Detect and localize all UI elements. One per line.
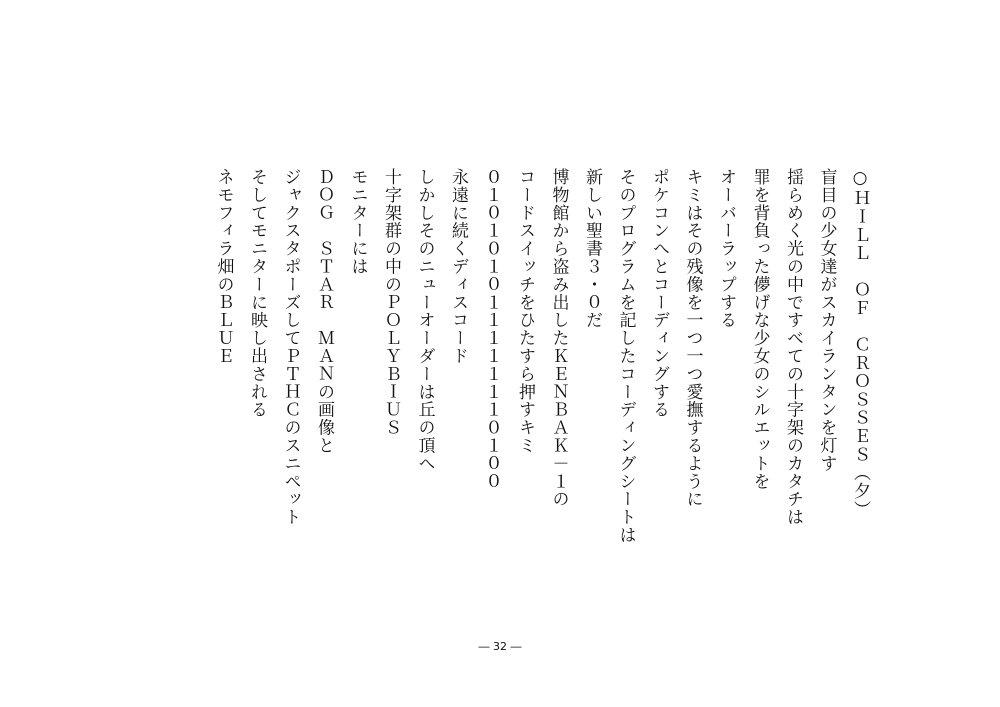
poem-line-6: ポケコンへとコーディングする: [649, 168, 669, 419]
poem-line-10: コードスイッチをひたすら押すキミ: [515, 168, 535, 455]
poem-line-2: 揺らめく光の中ですべての十字架のカタチは: [783, 168, 803, 526]
poem-line-9: 博物館から盗み出したＫＥＮＢＡＫ－１の: [548, 168, 569, 509]
poem-line-11: ０１０１０１０１１１１１１１０１００: [481, 168, 502, 491]
poem-line-3: 罪を背負った儚げな少女のシルエットを: [749, 168, 770, 491]
poem-line-7: そのプログラムを記したコーディングシートは: [615, 168, 636, 544]
poem-line-12: 永遠に続くディスコード: [448, 168, 468, 365]
page-number: ― 32 ―: [478, 640, 522, 653]
vertical-poem: [206, 168, 876, 588]
poem-line-16: ＤＯＧ ＳＴＡＲ ＭＡＮの画像と: [314, 168, 334, 455]
poem-line-14: 十字架群の中のＰＯＬＹＢＩＵＳ: [381, 168, 401, 437]
poem-line-15: モニターには: [347, 168, 368, 276]
poem-title: ○ＨＩＬＬ ＯＦ ＣＲＯＳＳＥＳ（夕）: [850, 168, 870, 519]
poem-line-1: 盲目の少女達がスカイランタンを灯す: [816, 168, 837, 473]
poem-line-5: キミはその残像を一つ一つ愛撫するように: [682, 168, 703, 509]
poem-line-17: ジャクスタポーズしてＰＴＨＣのスニペット: [280, 168, 301, 526]
poem-line-4: オーバーラップする: [716, 168, 736, 330]
poem-line-19: ネモフィラ畑のＢＬＵＥ: [213, 168, 234, 365]
poem-line-8: 新しい聖書３・０だ: [582, 168, 602, 330]
poem-line-18: そしてモニターに映し出される: [247, 168, 267, 419]
poem-line-13: しかしそのニューオーダーは丘の頂へ: [414, 168, 435, 473]
